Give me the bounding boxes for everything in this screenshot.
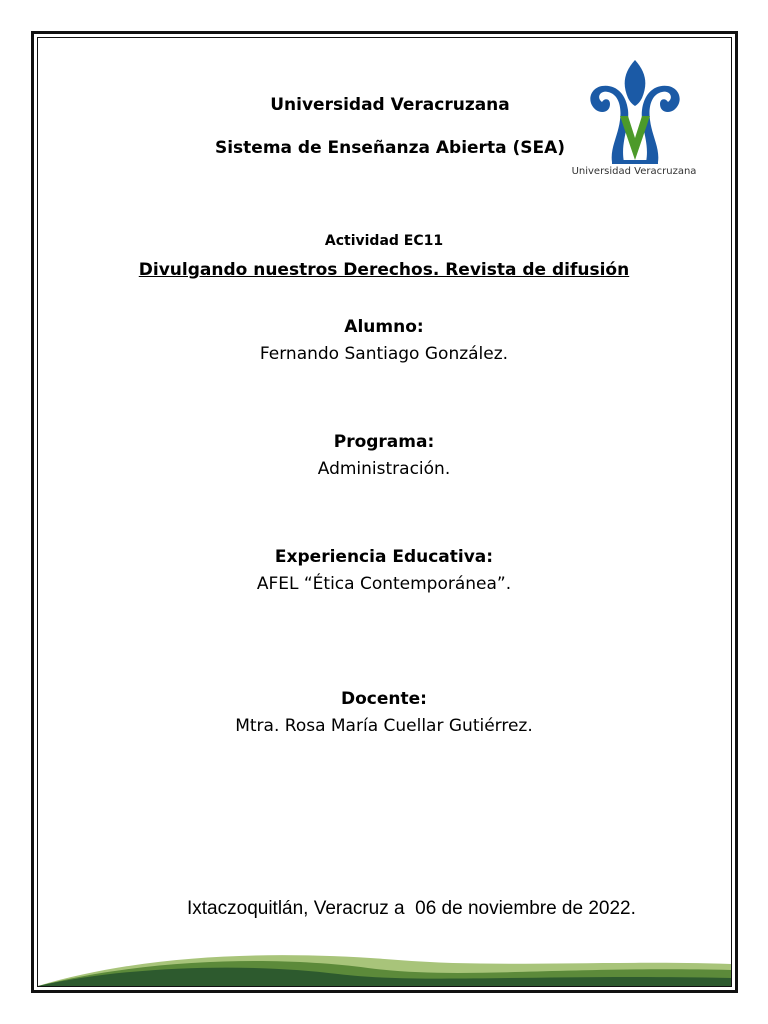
activity-title: Divulgando nuestros Derechos. Revista de difusión: [138, 260, 630, 280]
date-line: Ixtaczoquitlán, Veracruz a 06 de noviembre de 2022.: [187, 898, 636, 919]
student-name: Fernando Santiago González.: [259, 344, 509, 364]
program-name: Administración.: [317, 459, 451, 479]
program-label: Programa:: [333, 432, 435, 452]
activity-label: Actividad EC11: [324, 233, 444, 249]
system-title: Sistema de Enseñanza Abierta (SEA): [214, 138, 566, 158]
teacher-name: Mtra. Rosa María Cuellar Gutiérrez.: [235, 716, 533, 736]
footer-waves: [38, 930, 731, 986]
course-label: Experiencia Educativa:: [274, 547, 494, 567]
student-label: Alumno:: [344, 317, 424, 337]
university-title: Universidad Veracruzana: [270, 95, 510, 115]
logo-caption: Universidad Veracruzana: [571, 166, 697, 177]
course-name: AFEL “Ética Contemporánea”.: [256, 574, 512, 594]
teacher-label: Docente:: [341, 689, 427, 709]
